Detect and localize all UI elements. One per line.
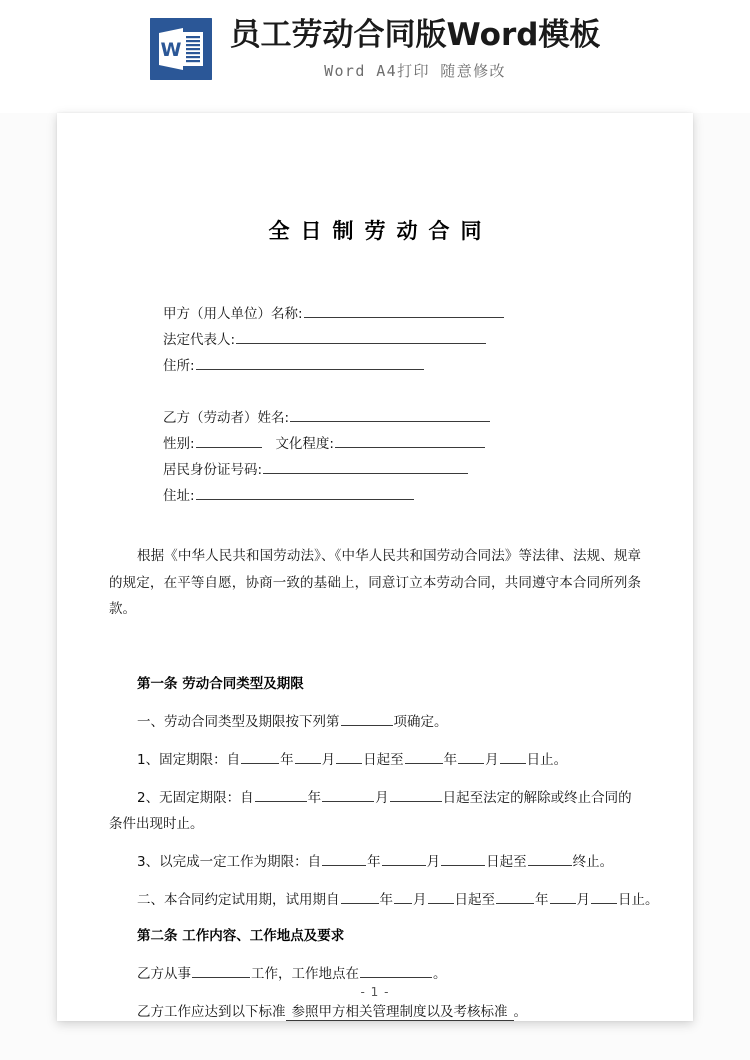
item-3-day-input[interactable] (441, 852, 485, 866)
item-3-end-label: 终止。 (572, 853, 614, 870)
item-2-year-input[interactable] (255, 788, 307, 802)
field-gender-input[interactable] (196, 433, 262, 448)
probation-year-1-input[interactable] (341, 890, 379, 904)
field-company-address (109, 353, 641, 379)
probation-day-2-label: 日止。 (618, 891, 659, 908)
a2-line-2-post: 。 (513, 1003, 527, 1020)
item-1-day-2-input[interactable] (500, 750, 526, 764)
intro-paragraph: 根据《中华人民共和国劳动法》、《中华人民共和国劳动合同法》等法律、法规、规章的规定，在平等自愿，协商一致的基础上，同意订立本劳动合同，共同遵守本合同所列条款。 (109, 548, 641, 618)
item-2-month-input[interactable] (322, 788, 374, 802)
field-id-number-input[interactable] (263, 459, 468, 474)
probation-day-1-label: 日起至 (454, 891, 495, 908)
a2-line-1-mid: 工作，工作地点在 (251, 965, 359, 982)
item-1-day-2-label: 日止。 (526, 751, 568, 768)
item-2-pre: 2、无固定期限：自 (137, 789, 254, 806)
item-3-pre: 3、以完成一定工作为期限：自 (137, 853, 322, 870)
field-education-label: 文化程度: (275, 436, 334, 453)
item-1-day-1-input[interactable] (336, 750, 362, 764)
svg-text:W: W (160, 39, 182, 62)
article-1-line-2 (109, 887, 659, 913)
field-gender-label: 性别: (163, 436, 195, 453)
item-1-year-1-input[interactable] (241, 750, 279, 764)
a2-line-2-pre: 乙方工作应达到以下标准 (137, 1003, 286, 1020)
banner-title: 员工劳动合同版Word模板 (229, 16, 601, 53)
banner-text-group (230, 18, 601, 82)
work-location-input[interactable] (360, 964, 432, 978)
page-number: - 1 - (360, 985, 390, 999)
probation-month-1-input[interactable] (394, 890, 412, 904)
probation-day-2-input[interactable] (591, 890, 617, 904)
job-position-input[interactable] (192, 964, 250, 978)
item-3-day-label: 日起至 (486, 853, 527, 870)
document-page (57, 113, 693, 1021)
item-1-year-1-label: 年 (280, 751, 294, 768)
item-1-year-2-input[interactable] (405, 750, 443, 764)
field-company-name-label: 甲方（用人单位）名称: (163, 306, 303, 323)
probation-month-1-label: 月 (413, 891, 427, 908)
probation-day-1-input[interactable] (428, 890, 454, 904)
article-1-line-1-post: 项确定。 (393, 713, 448, 730)
line-2-pre: 二、本合同约定试用期，试用期自 (137, 891, 340, 908)
article-2-line-1 (109, 961, 641, 987)
article-2-line-2 (109, 999, 641, 1021)
field-legal-representative (109, 327, 641, 353)
field-company-address-label: 住所: (163, 358, 195, 375)
field-gender-education (109, 431, 641, 457)
item-3-year-label: 年 (367, 853, 381, 870)
item-3-month-label: 月 (426, 853, 441, 870)
banner-subtitle: Word A4打印 随意修改 (324, 62, 506, 81)
field-company-name (109, 301, 641, 327)
field-legal-representative-label: 法定代表人: (163, 332, 236, 349)
item-1-month-1-input[interactable] (295, 750, 321, 764)
field-legal-representative-input[interactable] (236, 329, 486, 344)
item-1-month-2-input[interactable] (458, 750, 484, 764)
field-id-number (109, 457, 641, 483)
item-2-tail: 日起至法定的解除或终止合同的 (442, 789, 632, 806)
word-document-icon (150, 18, 212, 80)
item-2-year-label: 年 (307, 789, 322, 806)
article-1-heading: 第一条 劳动合同类型及期限 (137, 675, 304, 692)
contract-title: 全日制劳动合同 (268, 219, 493, 243)
field-id-number-label: 居民身份证号码: (163, 462, 263, 479)
party-b-block (109, 405, 641, 509)
item-1-pre: 1、固定期限：自 (137, 751, 241, 768)
banner-content (150, 18, 601, 82)
field-employee-address (109, 483, 641, 509)
work-standard-value[interactable]: 参照甲方相关管理制度以及考核标准 (286, 1004, 514, 1021)
item-2-day-input[interactable] (390, 788, 442, 802)
probation-year-2-label: 年 (535, 891, 549, 908)
article-1-item-1 (109, 747, 641, 773)
article-1-item-2-continuation: 条件出现时止。 (109, 815, 204, 832)
field-employee-name (109, 405, 641, 431)
item-1-month-1-label: 月 (321, 751, 336, 768)
article-1-line-1 (109, 709, 641, 735)
item-1-day-1-label: 日起至 (363, 751, 404, 768)
item-2-month-label: 月 (375, 789, 389, 806)
article-2-heading: 第二条 工作内容、工作地点及要求 (137, 927, 345, 944)
a2-line-1-post: 。 (433, 965, 447, 982)
item-3-month-input[interactable] (382, 852, 426, 866)
item-1-month-2-label: 月 (485, 751, 499, 768)
article-1-item-3 (109, 849, 641, 875)
article-1-option-input[interactable] (341, 712, 393, 726)
probation-year-2-input[interactable] (496, 890, 534, 904)
field-employee-address-label: 住址: (163, 488, 195, 505)
document-page-wrapper (57, 113, 693, 1021)
field-employee-name-label: 乙方（劳动者）姓名: (163, 410, 290, 427)
probation-month-2-input[interactable] (550, 890, 576, 904)
field-company-address-input[interactable] (196, 355, 424, 370)
header-banner (0, 0, 750, 113)
article-1-line-1-pre: 一、劳动合同类型及期限按下列第 (137, 713, 340, 730)
probation-year-1-label: 年 (379, 891, 393, 908)
item-1-year-2-label: 年 (443, 751, 458, 768)
a2-line-1-pre: 乙方从事 (137, 965, 191, 982)
field-employee-name-input[interactable] (290, 407, 490, 422)
field-company-name-input[interactable] (304, 303, 504, 318)
item-3-end-input[interactable] (528, 852, 572, 866)
probation-month-2-label: 月 (576, 891, 590, 908)
field-employee-address-input[interactable] (196, 485, 414, 500)
article-1-item-2 (109, 785, 641, 811)
item-3-year-input[interactable] (322, 852, 366, 866)
field-education-input[interactable] (335, 433, 485, 448)
party-a-block (109, 301, 641, 379)
